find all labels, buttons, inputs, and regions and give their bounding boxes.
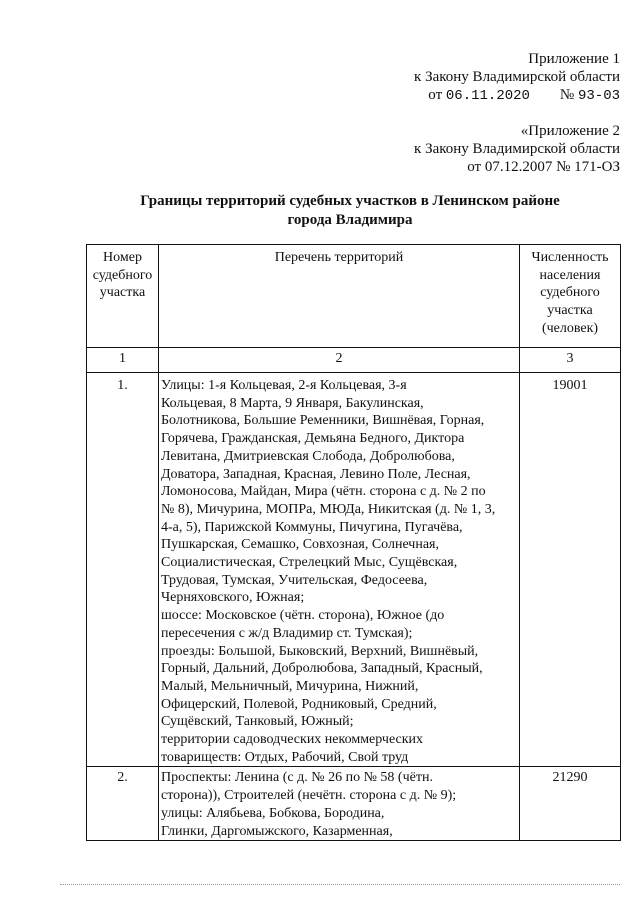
header-court-number: Номер судебного участка [87,245,159,348]
territory-line: Болотникова, Большие Ременники, Вишнёвая, Горная, [161,413,485,429]
territory-lines [159,769,519,840]
territory-line: Пушкарская, Семашко, Совхозная, Солнечная, [161,537,439,553]
column-number-row [87,348,621,373]
territory-line: Сущёвский, Танковый, Южный; [161,714,354,730]
territory-line: 4-а, 5), Парижской Коммуны, Пичугина, Пугачёва, [161,519,463,535]
population-value: 19001 [520,373,621,767]
annex2-date-line: от 07.12.2007 № 171-ОЗ [467,159,620,175]
annex-title: Приложение 1 [528,51,620,67]
territory-line: Глинки, Даргомыжского, Казарменная, [161,823,393,839]
territory-line: Улицы: 1-я Кольцевая, 2-я Кольцевая, 3-я [161,378,407,393]
territory-line: Социалистическая, Стрелецкий Мыс, Сущёвская, [161,555,458,571]
title-line-1: Границы территорий судебных участков в Ленинском районе [140,193,560,209]
districts-table [86,244,621,841]
territory-list [159,767,520,841]
annex-law-ref: к Закону Владимирской области [414,69,620,85]
table-row [87,373,621,767]
law-date: 06.11.2020 [445,88,530,104]
annex-date-line [414,86,620,105]
date-prefix: от [428,87,443,103]
territory-line: товариществ: Отдых, Рабочий, Свой труд [161,749,409,765]
column-number: 1 [87,348,159,373]
document-title [60,192,640,230]
territory-line: проезды: Большой, Быковский, Верхний, Вишнёвый, [161,643,479,659]
header-territories: Перечень территорий [159,245,520,348]
territory-line: улицы: Алябьева, Бобкова, Бородина, [161,805,385,821]
number-prefix: № [559,87,575,103]
territory-line: территории садоводческих некоммерческих [161,732,424,748]
territory-line: № 8), Мичурина, МОПРа, МЮДа, Никитская (д. № 1, 3, [161,501,496,517]
territory-line: Горный, Дальний, Добролюбова, Западный, Красный, [161,661,483,677]
territory-line: Малый, Мельничный, Мичурина, Нижний, [161,678,419,694]
column-number: 3 [520,348,621,373]
law-number: 93-03 [577,88,620,104]
title-line-2: города Владимира [287,212,413,228]
annex2-law-ref: к Закону Владимирской области [414,141,620,157]
court-number: 1. [87,373,159,767]
territory-line: пересечения с ж/д Владимир ст. Тумская); [161,625,413,641]
territory-line: Трудовая, Тумская, Учительская, Федосеева, [161,572,428,588]
annex-header-1 [414,50,620,105]
annex-header-2 [414,122,620,176]
territory-line: шоссе: Московское (чётн. сторона), Южное (до [161,608,445,624]
population-value: 21290 [520,767,621,841]
territory-line: Проспекты: Ленина (с д. № 26 по № 58 (чётн. [161,770,433,786]
territory-line: сторона)), Строителей (нечётн. сторона с д. № 9); [161,788,457,804]
table-header-row [87,245,621,348]
territory-line: Ломоносова, Майдан, Мира (чётн. сторона с д. № 2 по [161,484,486,500]
header-population: Численность населения судебного участка (человек) [520,245,621,348]
territory-line: Офицерский, Полевой, Родниковый, Средний, [161,696,437,712]
territory-line: Кольцевая, 8 Марта, 9 Января, Бакулинская, [161,395,424,411]
territory-list [159,373,520,767]
column-number: 2 [159,348,520,373]
annex2-title: «Приложение 2 [520,123,620,139]
table-row [87,767,621,841]
territory-line: Левитана, Дмитриевская Слобода, Добролюбова, [161,448,455,464]
territory-line: Доватора, Западная, Красная, Левино Поле, Лесная, [161,466,471,482]
territory-line: Черняховского, Южная; [161,590,305,606]
territory-lines [159,377,519,766]
court-number: 2. [87,767,159,841]
scan-edge-line [60,884,620,887]
territory-line: Горячева, Гражданская, Демьяна Бедного, Диктора [161,431,465,447]
